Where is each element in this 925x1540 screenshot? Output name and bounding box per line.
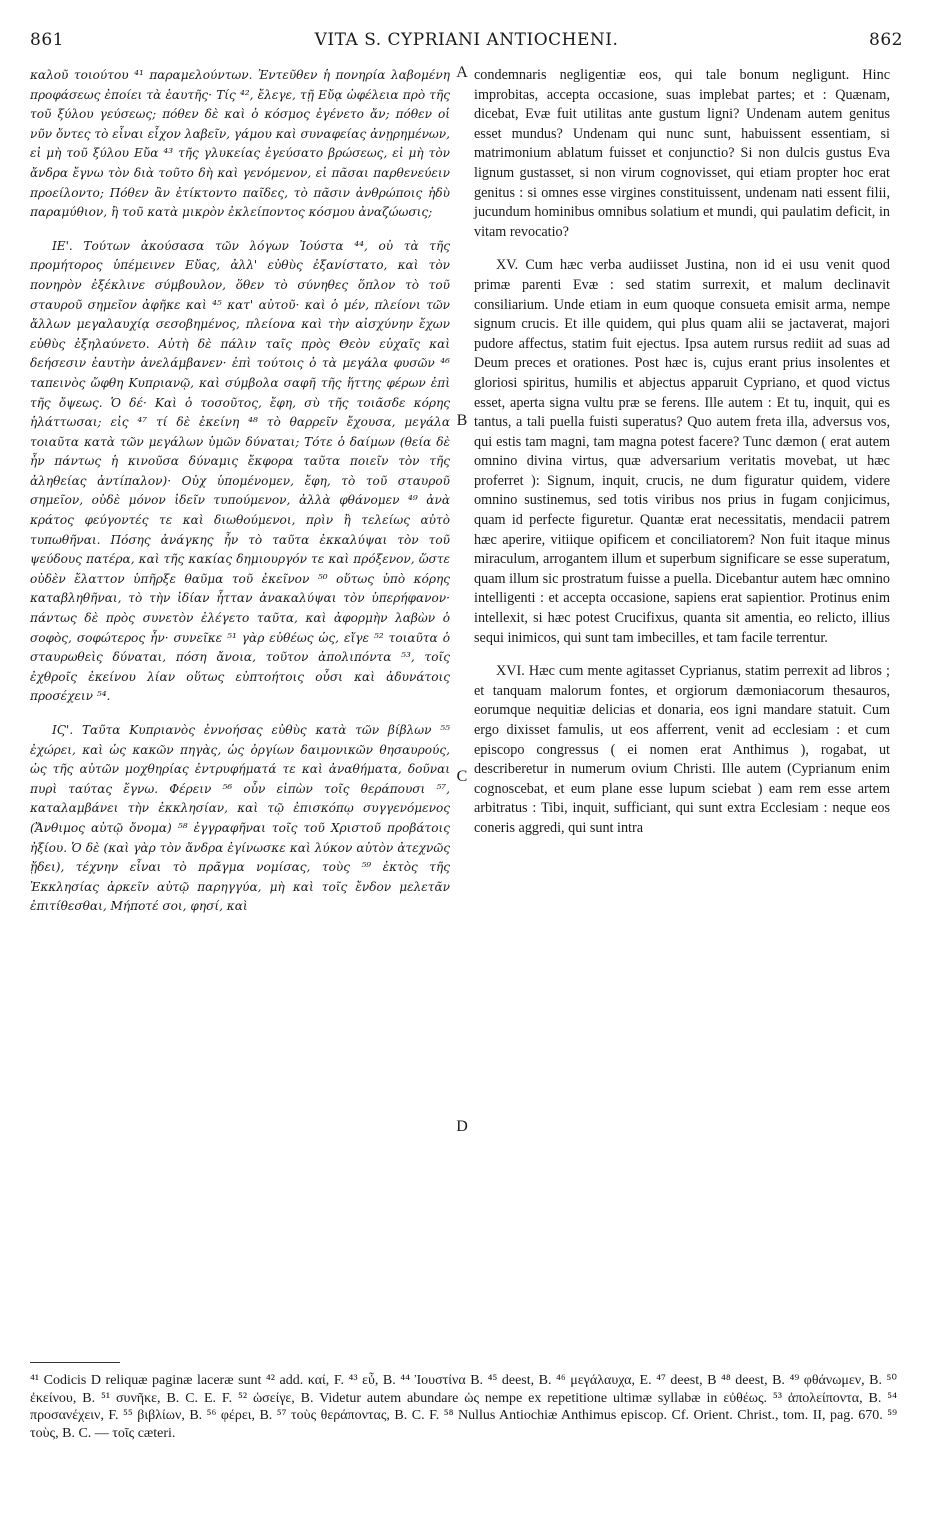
page-number-right: 862 (869, 30, 903, 50)
latin-paragraph-15: XV. Cum hæc verba audiisset Justina, non id ei usu venit quod primæ parenti Evæ : sed statim surrexit, et malum declinavit consiliarium. Unde etiam in eum quoque consueta emisit arma, nempe signum crucis. Et ille quidem, qui plus quam alii se jactaverat, majori pudore affectus, statim fuit ejectus. Ipsa autem rursus rediit ad suas ad Deum preces et orationes. Post hæc is, cujus erant prius insolentes et gloriosi spiritus, humilis et abjectus apparuit Cypriano, et quod victus esset, aperta signa vultu præ se ferens. Ille autem : Et tu, inquit, qui es tantus, a tali puella fuisti superatus? Quo autem freta illa, adversus vos, qui estis tam magni, tam magna potest facere? Tunc dæmon ( erat autem omnino divina virtus, quæ adversarium veritatis movebat, ut hæc proferret ): Signum, inquit, crucis, ne dum figuratur quidem, videre omnino sustinemus, sed totis viribus nos prius in fugam conjicimus, quam id perfecte figuretur. Quantæ erat necessitatis, mendacii patrem hæc aperire, vitiique opificem et conciliatorem? Non fuit itaque minus miraculum, arrogantem illum et superbum significare se esse superatum, quam illum sic prostratum fuisse a puella. Dicebantur autem hæc omnino intelligenti : et accepta occasione, sapiens erat sapientior. Protinus enim intellexit, si hæc potest Crucifixus, quanta sit amentia, eo relicto, illius sequi inimicos, qui sunt tam imbecilles, et tam facile terrentur. (474, 257, 890, 646)
page-number-left: 861 (30, 30, 64, 50)
margin-letter-c: C (456, 768, 468, 785)
greek-paragraph-1: καλοῦ τοιούτου ⁴¹ παραμελούντων. Ἐντεῦθεν ἡ πονηρία λαβομένη προφάσεως ἐποίει τὰ ἑαυτῆς· Τίς ⁴², ἔλεγε, τῇ Εὔᾳ ὠφέλεια πρὸ τῆς τοῦ ξύλου γεύσεως; πόθεν δὲ καὶ ὁ κόσμος ἐγένετο ἄν; πόθεν οἱ νῦν ὄντες τὸ εἶναι εἶχον λαβεῖν, γάμου καὶ συναφείας ἀνῃρημένων, εἰ μὴ τοῦ ξύλου Εὔα ⁴³ τῆς γλυκείας ἐγεύσατο βρώσεως, εἰ μὴ τὸν ἄνδρα ἔγνω τὸν διὰ τοῦτο δὴ καὶ γενόμενον, εἰ πᾶσαι παρθενεύειν προείλοντο; Πόθεν ἂν ἐτίκτοντο παῖδες, τὸ πᾶσιν ἀνθρώποις ἡδὺ παραμύθιον, ἢ τοῦ κατὰ μικρὸν ἐκλείποντος κόσμου ἀναζώωσις; (30, 68, 450, 220)
greek-paragraph-16: ΙϚ'. Ταῦτα Κυπριανὸς ἐννοήσας εὐθὺς κατὰ τῶν βίβλων ⁵⁵ ἐχώρει, καὶ ὡς κακῶν πηγὰς, ὡς ὀργίων δαιμονικῶν θησαυρούς, ὡς τῆς αὐτῶν μοχθηρίας ἐντρυφήματά τε καὶ ἀναθήματα, δοῦναι πυρὶ ταύτας ἔγνω. Φέρειν ⁵⁶ οὖν εἰπὼν τοῖς θεράπουσι ⁵⁷, καταλαμβάνει τὴν ἐκκλησίαν, καὶ τῷ ἐπισκόπῳ συγγενόμενος (Ἄνθιμος αὐτῷ ὄνομα) ⁵⁸ ἐγγραφῆναι τοῖς τοῦ Χριστοῦ προβάτοις ἠξίου. Ὁ δὲ (καὶ γὰρ τὸν ἄνδρα ἐγίνωσκε καὶ λύκον αὐτὸν ἀτεχνῶς ᾔδει), τέχνην εἶναι τὸ πρᾶγμα νομίσας, τοὺς ⁵⁹ ἐκτὸς τῆς Ἐκκλησίας ἀρκεῖν αὐτῷ παρηγγύα, μὴ καὶ τοῖς ἔνδον μελετᾶν ἐπιτίθεσθαι, Μήποτέ σοι, φησί, καὶ (30, 723, 450, 914)
latin-column (474, 66, 890, 839)
margin-letter-b: B (456, 412, 468, 429)
latin-paragraph-16: XVI. Hæc cum mente agitasset Cyprianus, statim perrexit ad libros ; et tanquam malorum fontes, et orgiorum dæmoniacorum thesauros, eorumque nequitiæ delicias et donaria, eos igni mandare statuit. Cum ergo dixisset famulis, ut eos afferrent, venit ad ecclesiam : et cum episcopo congressus ( ei nomen erat Anthimus ), rogabat, ut describeretur in numerum ovium Christi. Ille autem (Cyprianum enim cognoscebat, et eum plane esse lupum sciebat ) eam rem esse artem arbitratus : Tibi, inquit, sufficiant, qui sunt extra Ecclesiam : neque eos coneris aggredi, qui sunt intra (474, 663, 890, 836)
footnotes: ⁴¹ Codicis D reliquæ paginæ laceræ sunt ⁴² add. καί, F. ⁴³ εὖ, B. ⁴⁴ Ἰουστίνα B. ⁴⁵ deest, B. ⁴⁶ μεγάλαυχα, E. ⁴⁷ deest, B ⁴⁸ deest, B. ⁴⁹ φθάνωμεν, B. ⁵⁰ ἐκείνου, B. ⁵¹ συνῆκε, B. C. E. F. ⁵² ὡσείγε, B. Videtur autem abundare ὡς nempe ex repetitione ultimæ syllabæ in εὐθέως. ⁵³ ἀπολείποντα, B. ⁵⁴ προσανέχειν, F. ⁵⁵ βιβλίων, B. ⁵⁶ φέρει, B. ⁵⁷ τοὺς θεράποντας, B. C. F. ⁵⁸ Nullus Antiochiæ Anthimus episcop. Cf. Orient. Christ., tom. II, pag. 670. ⁵⁹ τοὺς, B. C. — τοῖς cæteri. (30, 1373, 897, 1441)
margin-letter-a: A (456, 64, 468, 81)
latin-paragraph-1: condemnaris negligentiæ eos, qui tale bonum negligunt. Hinc improbitas, accepta occasione, suas implebat partes; et : Quænam, dicebat, Evæ fuit utilitas ante gustum ligni? Undenam autem genitus esset mundus? Undenam qui nunc sunt, habuissent essentiam, si matrimonium ablatum fuisset et conjunctio? Si non dulcis gustus Eva lignum gustasset, si non virum cognovisset, qui etiam propter hoc erat genitus : si omnes esse virgines constituissent, undenam nati essent filii, jucundum hominibus omnibus solatium et mundi, qui paulatim deficit, in vitam revocatio? (474, 67, 890, 240)
footnote-rule (30, 1362, 120, 1363)
greek-column (30, 66, 450, 917)
greek-paragraph-15: ΙΕ'. Τούτων ἀκούσασα τῶν λόγων Ἰούστα ⁴⁴, οὐ τὰ τῆς προμήτορος ὑπέμεινεν Εὔας, ἀλλ' εὐθὺς ἐξανίστατο, καὶ τὸν πονηρὸν ἐξέκλινε σύμβουλον, ὅθεν τὸ σύνηθες ὅπλον τὸ τοῦ σταυροῦ σημεῖον ἀφῆκε καὶ ⁴⁵ κατ' αὐτοῦ· καὶ ὁ μέν, πλείονι τῶν ἄλλων μεγαλαυχίᾳ σεσοβημένος, πλείονα καὶ τὴν αἰσχύνην ἔχων εὐθὺς ἐξηλαύνετο. Αὐτὴ δὲ πάλιν ταῖς πρὸς Θεὸν εὐχαῖς καὶ δεήσεσιν ἑαυτὴν ἀνελάμβανεν· ἐπὶ τούτοις ὁ τὰ μεγάλα φυσῶν ⁴⁶ ταπεινὸς ὤφθη Κυπριανῷ, καὶ σύμβολα σαφῆ τῆς ἥττης φέρων ἐπὶ τῆς ὄψεως. Ὁ δέ· Καὶ ὁ τοσοῦτος, ἔφη, σὺ τῆς τοιᾶσδε κόρης ἡλάττωσαι; εἰς ⁴⁷ τί δὲ ἐκείνη ⁴⁸ τὸ θαρρεῖν ἔχουσα, μεγάλα τοιαῦτα κατὰ τῶν μεγάλων ὑμῶν δύναται; Τότε ὁ δαίμων (θεία δὲ ἦν πάντως ἡ κινοῦσα δύναμις ἔκφορα ταῦτα ποιεῖν τὸν τῆς ἀληθείας ἀντίπαλον)· Οὐχ ὑπομένομεν, ἔφη, τὸ τοῦ σταυροῦ σημεῖον, οὐδὲ μόνον ἰδεῖν τυπούμενον, ἀλλὰ φθάνομεν ⁴⁹ ἀνὰ κράτος φεύγοντές τε καὶ διωθούμενοι, πρὶν ἢ τελείως αὐτὸ τυπωθῆναι. Πόσης ἀνάγκης ἦν τὸ ταῦτα ἐκκαλύψαι τὸν τοῦ ψεύδους πατέρα, καὶ τῆς κακίας δημιουργόν τε καὶ πρόξενον, ὥστε οὐδὲν ἔλαττον ὑπῆρξε θαῦμα τοῦ ἐκεῖνον ⁵⁰ οὕτως ὑπὸ κόρης καταβληθῆναι, τὸ τὴν ἰδίαν ἧτταν ἀνακαλύψαι τὸν ὑπερήφανον· πάντως δὲ πρὸς συνετὸν ἐλέγετο ταῦτα, καὶ ἀφορμὴν λαβὼν ὁ σοφὸς, σοφώτερος ἦν· συνεῖκε ⁵¹ γὰρ εὐθέως ὡς, εἴγε ⁵² τοιαῦτα ὁ σταυρωθεὶς δύναται, πόση ἄνοια, τοῦτον ἀπολιπόντα ⁵³, τοῖς ἐχθροῖς ἐκείνου λίαν οὕτως εὐπτοήτοις οὖσι καὶ ἀδυνάτοις προσέχειν ⁵⁴. (30, 238, 450, 704)
page-header (30, 30, 903, 56)
margin-letter-d: D (456, 1118, 468, 1135)
running-title: VITA S. CYPRIANI ANTIOCHENI. (314, 30, 619, 50)
